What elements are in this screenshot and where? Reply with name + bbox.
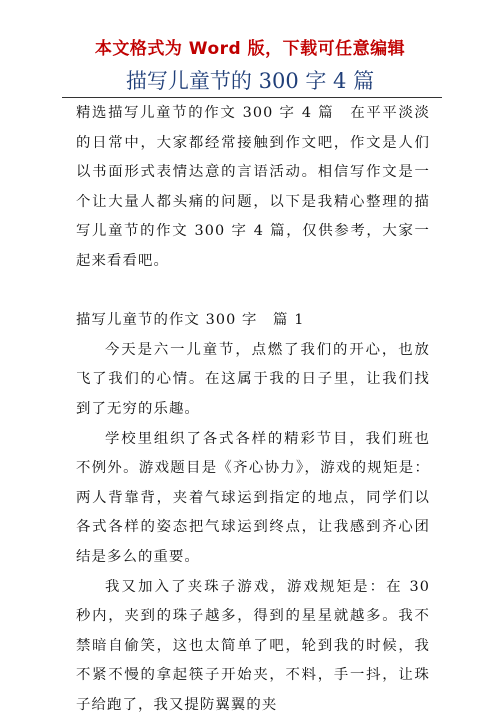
- section-heading: 描写儿童节的作文 300 字 篇 1: [76, 306, 430, 336]
- title-divider: [62, 97, 442, 98]
- page-title: 描写儿童节的 300 字 4 篇: [0, 65, 500, 95]
- body-paragraph-3: 我又加入了夹珠子游戏，游戏规矩是：在 30 秒内，夹到的珠子越多，得到的星星就越多。我不禁暗自偷笑，这也太简单了吧，轮到我的时候，我不紧不慢的拿起筷子开始夹，不料，手一抖，让珠子给跑了，我又提防翼翼的夹: [76, 573, 430, 720]
- document-body: [76, 99, 430, 720]
- intro-paragraph: 精选描写儿童节的作文 300 字 4 篇 在平平淡淡的日常中，大家都经常接触到作文吧，作文是人们以书面形式表情达意的言语活动。相信写作文是一个让大量人都头痛的问题，以下是我精心整理的描写儿童节的作文 300 字 4 篇，仅供参考，大家一起来看看吧。: [76, 99, 430, 277]
- format-banner: 本文格式为 Word 版，下载可任意编辑: [0, 34, 500, 59]
- paragraph-spacer: [76, 277, 430, 307]
- body-paragraph-1: 今天是六一儿童节，点燃了我们的开心，也放飞了我们的心情。在这属于我的日子里，让我们找到了无穷的乐趣。: [76, 336, 430, 425]
- body-paragraph-2: 学校里组织了各式各样的精彩节目，我们班也不例外。游戏题目是《齐心协力》，游戏的规矩是：两人背靠背，夹着气球运到指定的地点，同学们以各式各样的姿态把气球运到终点，让我感到齐心团结是多么的重要。: [76, 425, 430, 573]
